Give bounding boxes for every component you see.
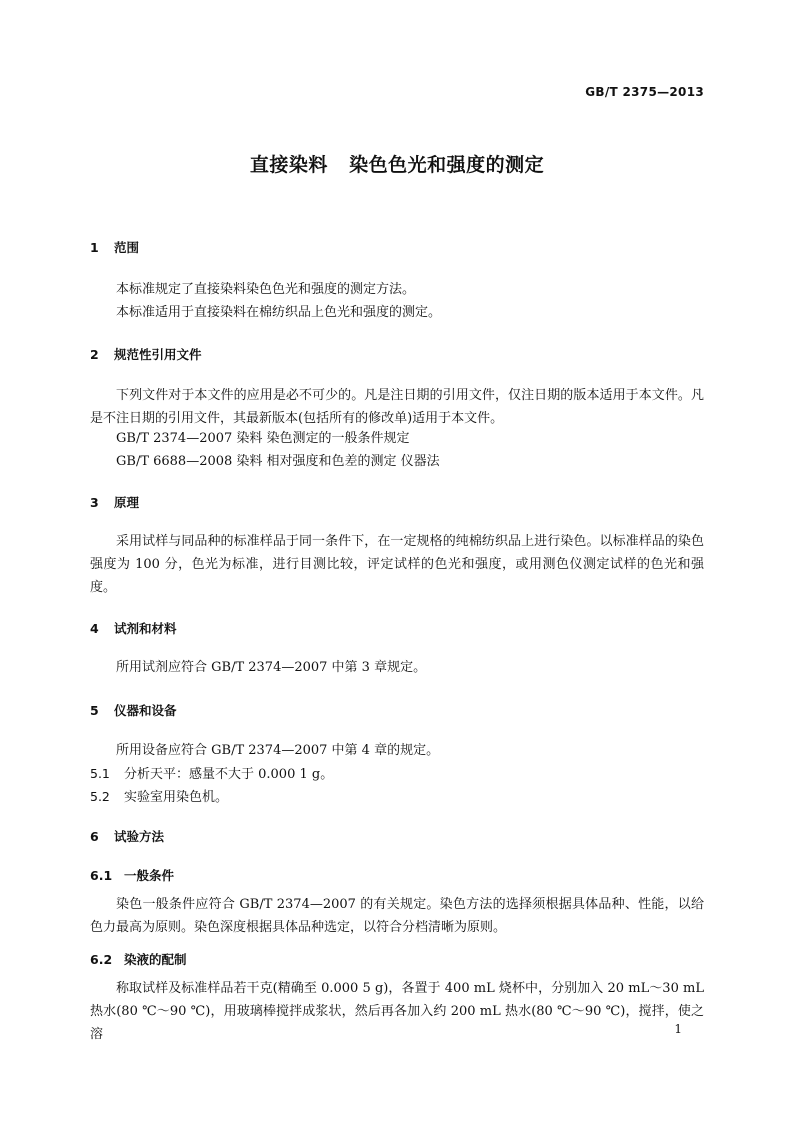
subsection-number: 6.2 [90, 952, 113, 967]
paragraph: 采用试样与同品种的标准样品于同一条件下，在一定规格的纯棉纺织品上进行染色。以标准样品的染色强度为 100 分，色光为标准，进行目测比较，评定试样的色光和强度，或用测色仪测定试样的色光和强度。 [90, 534, 704, 595]
clause-number: 5.1 [90, 766, 110, 781]
paragraph: 本标准适用于直接染料在棉纺织品上色光和强度的测定。 [116, 305, 442, 320]
clause-text: 分析天平：感量不大于 0.000 1 g。 [124, 767, 334, 782]
document-title: 直接染料 染色色光和强度的测定 [249, 154, 545, 176]
section-2-heading [90, 345, 202, 363]
normative-reference: GB/T 6688—2008 染料 相对强度和色差的测定 仪器法 [116, 454, 440, 469]
section-3-heading [90, 493, 139, 511]
subsection-6-2-heading [90, 950, 187, 968]
section-title: 范围 [114, 240, 140, 255]
clause-text: 实验室用染色机。 [124, 790, 229, 805]
paragraph: 所用设备应符合 GB/T 2374—2007 中第 4 章的规定。 [116, 743, 440, 758]
section-1-heading [90, 238, 139, 256]
standard-code: GB/T 2375—2013 [585, 85, 704, 99]
subsection-number: 6.1 [90, 868, 113, 883]
page-number: 1 [674, 1022, 682, 1036]
section-title: 规范性引用文件 [114, 347, 202, 362]
section-title: 仪器和设备 [114, 703, 177, 718]
section-6-heading [90, 827, 164, 845]
section-title: 试剂和材料 [114, 621, 177, 636]
clause-5-1 [90, 762, 704, 786]
section-number: 2 [90, 347, 99, 362]
section-number: 3 [90, 495, 99, 510]
paragraph: 称取试样及标准样品若干克(精确至 0.000 5 g)，各置于 400 mL 烧杯中，分别加入 20 mL～30 mL 热水(80 ℃～90 ℃)，用玻璃棒搅拌成浆状，然后再各加入约 200 mL 热水(80 ℃～90 ℃)，搅拌，使之溶 [90, 981, 704, 1042]
paragraph: 所用试剂应符合 GB/T 2374—2007 中第 3 章规定。 [116, 660, 427, 675]
section-title: 原理 [114, 495, 140, 510]
subsection-title: 一般条件 [124, 868, 175, 883]
section-number: 1 [90, 240, 99, 255]
clause-5-2 [90, 785, 704, 809]
section-4-heading [90, 619, 177, 637]
section-number: 4 [90, 621, 99, 636]
section-number: 6 [90, 829, 99, 844]
normative-reference: GB/T 2374—2007 染料 染色测定的一般条件规定 [116, 431, 410, 446]
subsection-6-1-heading [90, 866, 174, 884]
paragraph: 下列文件对于本文件的应用是必不可少的。凡是注日期的引用文件，仅注日期的版本适用于本文件。凡是不注日期的引用文件，其最新版本(包括所有的修改单)适用于本文件。 [90, 388, 704, 426]
subsection-title: 染液的配制 [124, 952, 187, 967]
paragraph: 本标准规定了直接染料染色色光和强度的测定方法。 [116, 282, 416, 297]
paragraph: 染色一般条件应符合 GB/T 2374—2007 的有关规定。染色方法的选择须根据具体品种、性能，以给色力最高为原则。染色深度根据具体品种选定，以符合分档清晰为原则。 [90, 897, 704, 935]
clause-number: 5.2 [90, 789, 110, 804]
section-5-heading [90, 701, 177, 719]
section-title: 试验方法 [114, 829, 165, 844]
section-number: 5 [90, 703, 99, 718]
